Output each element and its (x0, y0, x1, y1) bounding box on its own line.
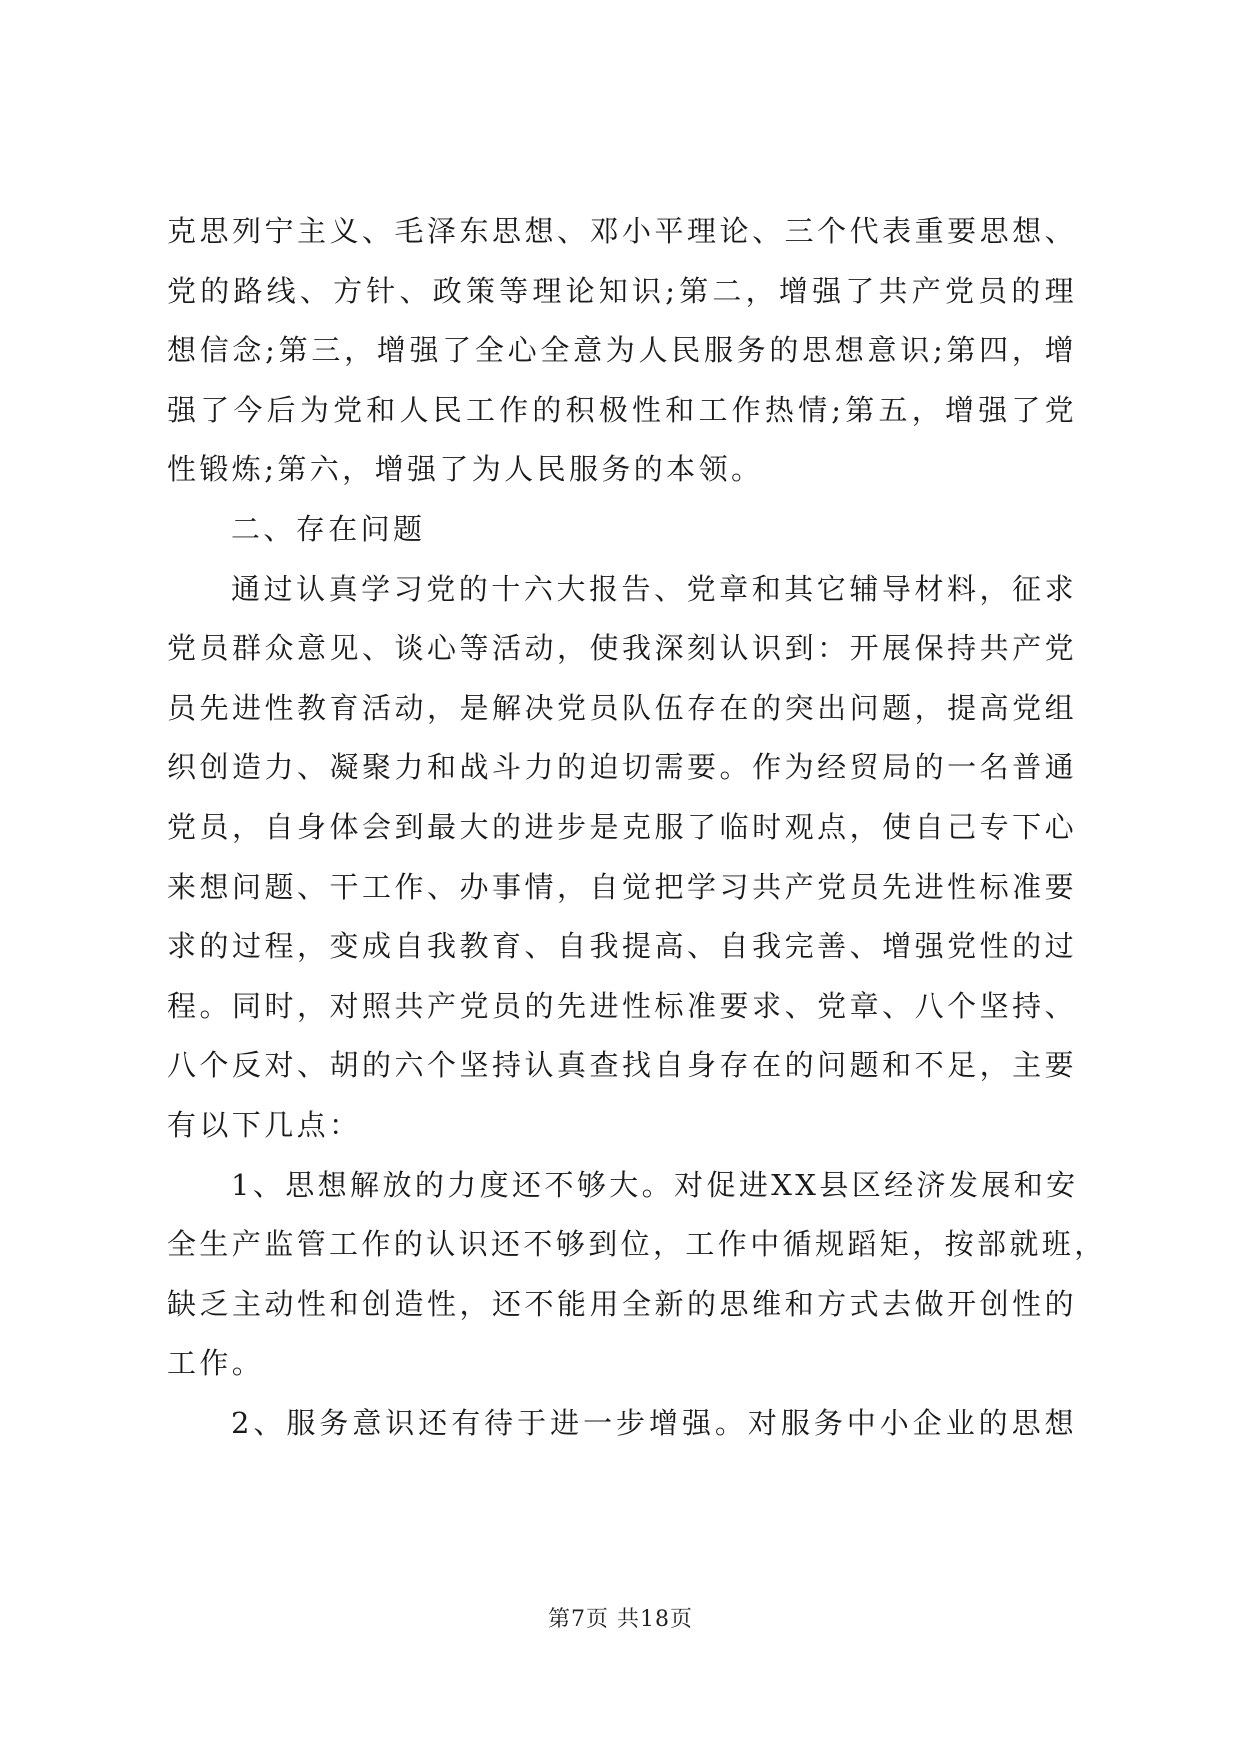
text-line-1: 克思列宁主义、毛泽东思想、邓小平理论、三个代表重要思想、 (167, 214, 1077, 248)
text-line-16: 有以下几点： (167, 1107, 362, 1142)
text-line-14: 程。同时，对照共产党员的先进性标准要求、党章、八个坚持、 (167, 988, 1077, 1023)
text-line-19: 缺乏主动性和创造性，还不能用全新的思维和方式去做开创性的 (167, 1286, 1077, 1321)
text-line-5: 性锻炼;第六，增强了为人民服务的本领。 (167, 452, 764, 487)
text-line-15: 八个反对、胡的六个坚持认真查找自身存在的问题和不足，主要 (167, 1048, 1077, 1083)
page-number-footer: 第7页 共18页 (548, 1607, 693, 1632)
text-line-18: 全生产监管工作的认识还不够到位，工作中循规蹈矩，按部就班， (167, 1227, 1107, 1262)
text-line-17: 1、思想解放的力度还不够大。对促进XX县区经济发展和安 (231, 1167, 1079, 1202)
text-line-11: 党员，自身体会到最大的进步是克服了临时观点，使自己专下心 (167, 809, 1077, 844)
text-line-21: 2、服务意识还有待于进一步增强。对服务中小企业的思想 (231, 1405, 1077, 1440)
text-line-20: 工作。 (167, 1346, 265, 1381)
text-line-3: 想信念;第三，增强了全心全意为人民服务的思想意识;第四，增 (167, 333, 1077, 368)
document-body (167, 202, 1107, 1453)
text-line-7: 通过认真学习党的十六大报告、党章和其它辅导材料，征求 (231, 571, 1077, 606)
text-line-4: 强了今后为党和人民工作的积极性和工作热情;第五，增强了党 (167, 392, 1077, 427)
text-line-10: 织创造力、凝聚力和战斗力的迫切需要。作为经贸局的一名普通 (167, 750, 1077, 785)
text-line-12: 来想问题、干工作、办事情，自觉把学习共产党员先进性标准要 (167, 869, 1077, 904)
section-heading: 二、存在问题 (231, 511, 426, 546)
text-line-13: 求的过程，变成自我教育、自我提高、自我完善、增强党性的过 (167, 929, 1077, 964)
text-line-2: 党的路线、方针、政策等理论知识;第二，增强了共产党员的理 (167, 273, 1077, 308)
text-line-9: 员先进性教育活动，是解决党员队伍存在的突出问题，提高党组 (167, 690, 1077, 725)
text-line-8: 党员群众意见、谈心等活动，使我深刻认识到：开展保持共产党 (167, 631, 1077, 666)
